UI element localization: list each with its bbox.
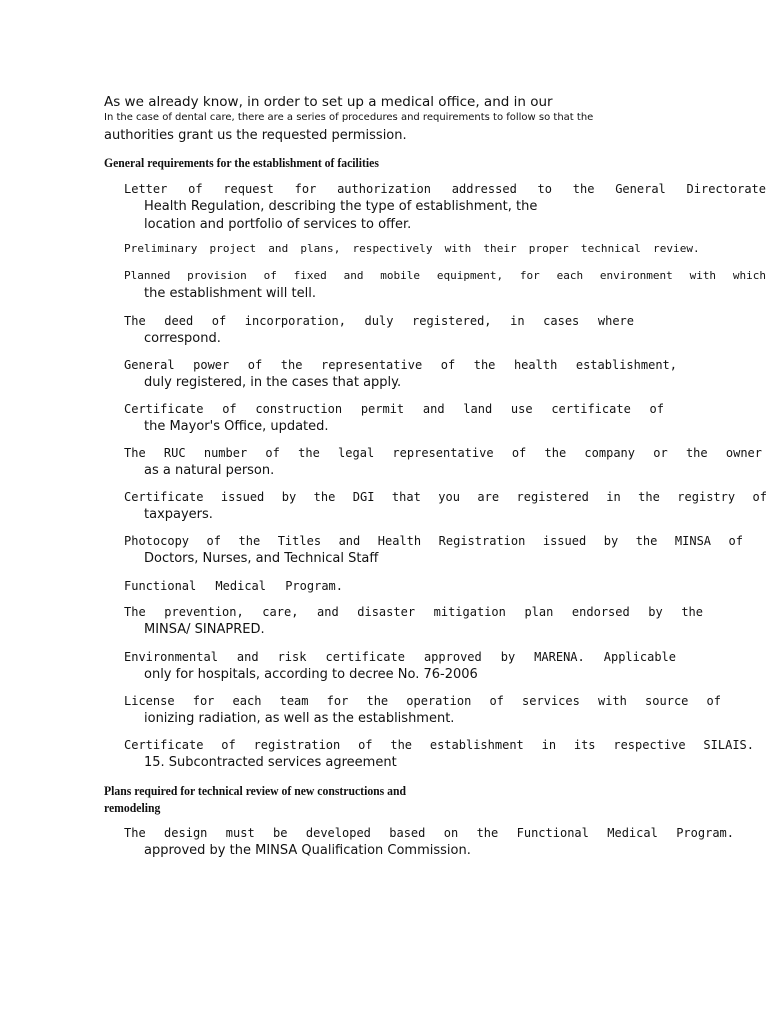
section-heading-line: remodeling — [104, 799, 161, 815]
section-heading-plans-required — [104, 783, 406, 816]
requirement-item-text: Certificate of registration of the establishment in its respective SILAIS. — [124, 738, 754, 752]
requirement-item — [124, 577, 343, 595]
requirement-item-text: Environmental and risk certificate approved by MARENA. Applicable — [124, 650, 676, 664]
intro-line-3: authorities grant us the requested permission. — [104, 128, 407, 143]
requirement-item-text: Preliminary project and plans, respectively with their proper technical review. — [124, 242, 700, 255]
requirement-item — [124, 532, 743, 568]
requirement-item-text: Functional Medical Program. — [124, 579, 343, 593]
requirement-item-continuation: Health Regulation, describing the type of establishment, the — [144, 199, 538, 214]
requirement-item-continuation: location and portfolio of services to offer. — [144, 217, 412, 232]
requirement-item-continuation: only for hospitals, according to decree No. 76-2006 — [144, 667, 478, 682]
requirement-item-continuation: taxpayers. — [144, 507, 213, 522]
section-heading-general-requirements: General requirements for the establishment of facilities — [104, 155, 379, 170]
requirement-item-text: Planned provision of fixed and mobile equipment, for each environment with which — [124, 269, 766, 282]
requirement-item — [124, 444, 762, 480]
plan-requirement-item-text: The design must be developed based on the Functional Medical Program. — [124, 826, 734, 840]
requirement-item-text: The deed of incorporation, duly registered, in cases where — [124, 314, 634, 328]
plan-requirement-item — [124, 824, 734, 860]
intro-line-1: As we already know, in order to set up a medical office, and in our — [104, 94, 553, 110]
requirement-item — [124, 488, 767, 524]
requirement-item — [124, 180, 766, 234]
requirement-item — [124, 267, 766, 303]
plan-requirement-item-continuation: approved by the MINSA Qualification Commission. — [144, 843, 471, 858]
requirement-item-continuation: ionizing radiation, as well as the establishment. — [144, 711, 455, 726]
requirement-item-text: Letter of request for authorization addressed to the General Directorate — [124, 182, 766, 196]
requirement-item-continuation: duly registered, in the cases that apply. — [144, 375, 402, 390]
requirement-item — [124, 240, 766, 258]
requirement-item-continuation: the Mayor's Office, updated. — [144, 419, 329, 434]
requirement-item — [124, 603, 703, 639]
requirement-item-text: Certificate of construction permit and land use certificate of — [124, 402, 664, 416]
requirement-item — [124, 648, 676, 684]
requirement-item-text: License for each team for the operation of services with source of — [124, 694, 721, 708]
requirement-item-text: Photocopy of the Titles and Health Registration issued by the MINSA of — [124, 534, 743, 548]
requirement-item — [124, 400, 664, 436]
requirement-item — [124, 692, 721, 728]
requirement-item-text: The prevention, care, and disaster mitigation plan endorsed by the — [124, 605, 703, 619]
requirement-item — [124, 736, 754, 772]
requirement-item-text: General power of the representative of the health establishment, — [124, 358, 677, 372]
requirement-item-continuation: as a natural person. — [144, 463, 275, 478]
intro-line-2: In the case of dental care, there are a series of procedures and requirements to follow so that the — [104, 112, 594, 123]
requirement-item — [124, 312, 634, 348]
requirement-item-continuation: the establishment will tell. — [144, 286, 316, 301]
requirement-item-continuation: MINSA/ SINAPRED. — [144, 622, 265, 637]
requirement-item-continuation: 15. Subcontracted services agreement — [144, 755, 397, 770]
requirement-item-text: Certificate issued by the DGI that you are registered in the registry of — [124, 490, 767, 504]
requirement-item-continuation: correspond. — [144, 331, 221, 346]
requirement-item-continuation: Doctors, Nurses, and Technical Staff — [144, 551, 379, 566]
requirement-item-text: The RUC number of the legal representative of the company or the owner — [124, 446, 762, 460]
section-heading-line: Plans required for technical review of new constructions and — [104, 783, 407, 798]
requirement-item — [124, 356, 677, 392]
